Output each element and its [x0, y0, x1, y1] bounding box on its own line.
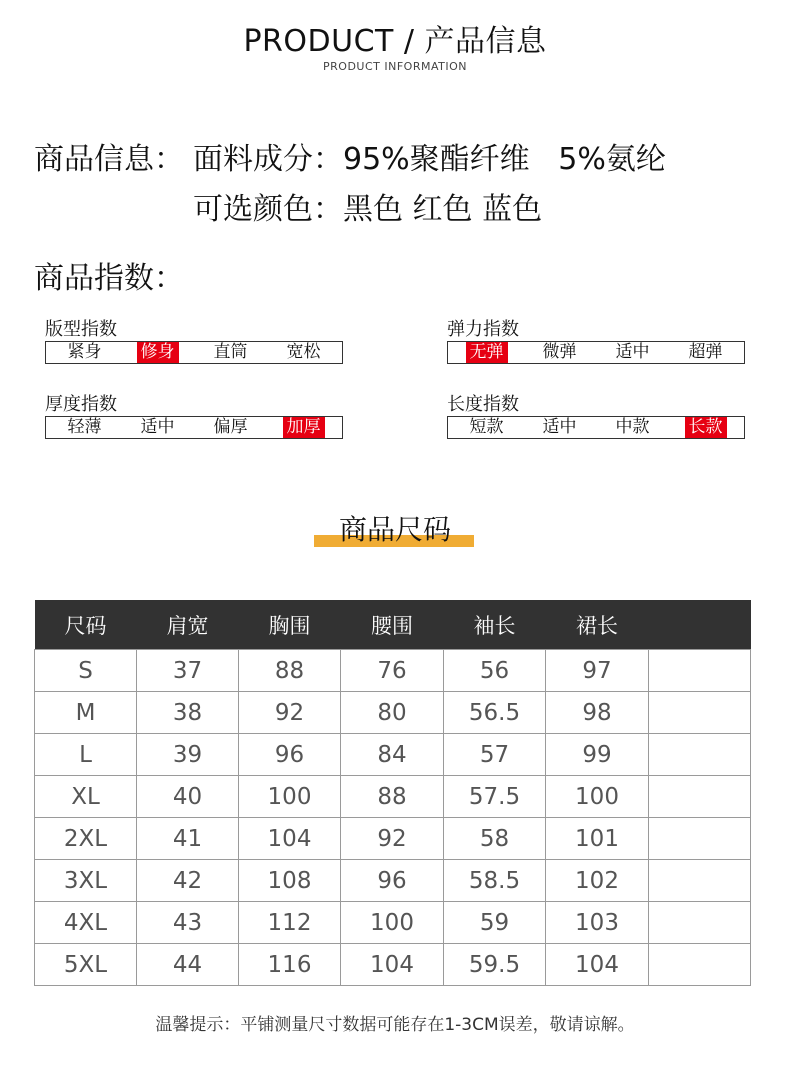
cell-size: 5XL	[35, 944, 137, 986]
cell-skirt-length: 98	[546, 692, 649, 734]
cell-size: M	[35, 692, 137, 734]
cell-bust: 88	[239, 650, 341, 692]
cell-skirt-length: 97	[546, 650, 649, 692]
cell-empty	[649, 692, 751, 734]
cell-bust: 100	[239, 776, 341, 818]
cell-shoulder: 43	[137, 902, 239, 944]
page-title: PRODUCT / 产品信息	[243, 24, 547, 59]
table-row	[35, 650, 751, 692]
cell-shoulder: 40	[137, 776, 239, 818]
fit-index-title: 版型指数	[45, 319, 117, 340]
cell-sleeve: 58.5	[444, 860, 546, 902]
cell-skirt-length: 100	[546, 776, 649, 818]
cell-size: 4XL	[35, 902, 137, 944]
header-empty	[649, 600, 751, 650]
cell-shoulder: 37	[137, 650, 239, 692]
elasticity-option: 适中	[615, 342, 650, 362]
header-shoulder: 肩宽	[137, 600, 239, 650]
size-heading: 商品尺码	[338, 513, 451, 546]
header-size: 尺码	[35, 600, 137, 650]
size-table-body	[35, 650, 751, 986]
length-option: 中款	[615, 417, 650, 437]
cell-bust: 116	[239, 944, 341, 986]
size-table	[34, 600, 751, 986]
cell-size: L	[35, 734, 137, 776]
cell-empty	[649, 650, 751, 692]
cell-waist: 104	[341, 944, 444, 986]
table-row	[35, 776, 751, 818]
cell-empty	[649, 902, 751, 944]
cell-bust: 96	[239, 734, 341, 776]
table-row	[35, 860, 751, 902]
thickness-index-scale	[45, 416, 343, 439]
header-skirt-length: 裙长	[546, 600, 649, 650]
table-row	[35, 734, 751, 776]
header-waist: 腰围	[341, 600, 444, 650]
thickness-option: 轻薄	[67, 417, 102, 437]
cell-sleeve: 56.5	[444, 692, 546, 734]
cell-empty	[649, 776, 751, 818]
cell-shoulder: 44	[137, 944, 239, 986]
cell-sleeve: 56	[444, 650, 546, 692]
cell-size: S	[35, 650, 137, 692]
length-option: 适中	[542, 417, 577, 437]
product-info-label: 商品信息：	[34, 142, 184, 177]
cell-waist: 88	[341, 776, 444, 818]
elasticity-option: 无弹	[466, 342, 508, 363]
page-subtitle: PRODUCT INFORMATION	[323, 60, 467, 73]
cell-size: XL	[35, 776, 137, 818]
cell-waist: 100	[341, 902, 444, 944]
cell-bust: 92	[239, 692, 341, 734]
cell-sleeve: 59	[444, 902, 546, 944]
cell-skirt-length: 103	[546, 902, 649, 944]
elasticity-option: 微弹	[542, 342, 577, 362]
available-colors: 可选颜色：黑色 红色 蓝色	[193, 192, 543, 227]
table-row	[35, 944, 751, 986]
thickness-option: 加厚	[283, 417, 325, 438]
cell-shoulder: 41	[137, 818, 239, 860]
header-bust: 胸围	[239, 600, 341, 650]
length-index-title: 长度指数	[447, 394, 519, 415]
thickness-option: 偏厚	[213, 417, 248, 437]
size-table-header	[35, 600, 751, 650]
cell-waist: 84	[341, 734, 444, 776]
cell-bust: 108	[239, 860, 341, 902]
fit-option: 宽松	[286, 342, 321, 362]
cell-waist: 92	[341, 818, 444, 860]
cell-shoulder: 39	[137, 734, 239, 776]
cell-size: 2XL	[35, 818, 137, 860]
thickness-option: 适中	[140, 417, 175, 437]
fit-index-scale	[45, 341, 343, 364]
elasticity-option: 超弹	[688, 342, 723, 362]
cell-waist: 80	[341, 692, 444, 734]
cell-waist: 96	[341, 860, 444, 902]
fit-option: 紧身	[67, 342, 102, 362]
table-row	[35, 902, 751, 944]
cell-empty	[649, 944, 751, 986]
cell-bust: 104	[239, 818, 341, 860]
cell-shoulder: 38	[137, 692, 239, 734]
elasticity-index-title: 弹力指数	[447, 319, 519, 340]
cell-shoulder: 42	[137, 860, 239, 902]
fit-option: 直筒	[213, 342, 248, 362]
table-row	[35, 818, 751, 860]
cell-empty	[649, 860, 751, 902]
cell-sleeve: 57	[444, 734, 546, 776]
fit-option: 修身	[137, 342, 179, 363]
fabric-composition: 面料成分：95%聚酯纤维 5%氨纶	[193, 142, 666, 177]
cell-sleeve: 59.5	[444, 944, 546, 986]
cell-sleeve: 58	[444, 818, 546, 860]
index-heading: 商品指数：	[34, 261, 184, 296]
thickness-index-title: 厚度指数	[45, 394, 117, 415]
cell-sleeve: 57.5	[444, 776, 546, 818]
length-index-scale	[447, 416, 745, 439]
cell-skirt-length: 101	[546, 818, 649, 860]
header-sleeve: 袖长	[444, 600, 546, 650]
length-option: 长款	[685, 417, 727, 438]
elasticity-index-scale	[447, 341, 745, 364]
cell-skirt-length: 102	[546, 860, 649, 902]
footer-note: 温馨提示：平铺测量尺寸数据可能存在1-3CM误差，敬请谅解。	[155, 1015, 635, 1035]
cell-empty	[649, 818, 751, 860]
cell-skirt-length: 104	[546, 944, 649, 986]
cell-waist: 76	[341, 650, 444, 692]
cell-size: 3XL	[35, 860, 137, 902]
cell-empty	[649, 734, 751, 776]
cell-bust: 112	[239, 902, 341, 944]
table-row	[35, 692, 751, 734]
cell-skirt-length: 99	[546, 734, 649, 776]
length-option: 短款	[469, 417, 504, 437]
